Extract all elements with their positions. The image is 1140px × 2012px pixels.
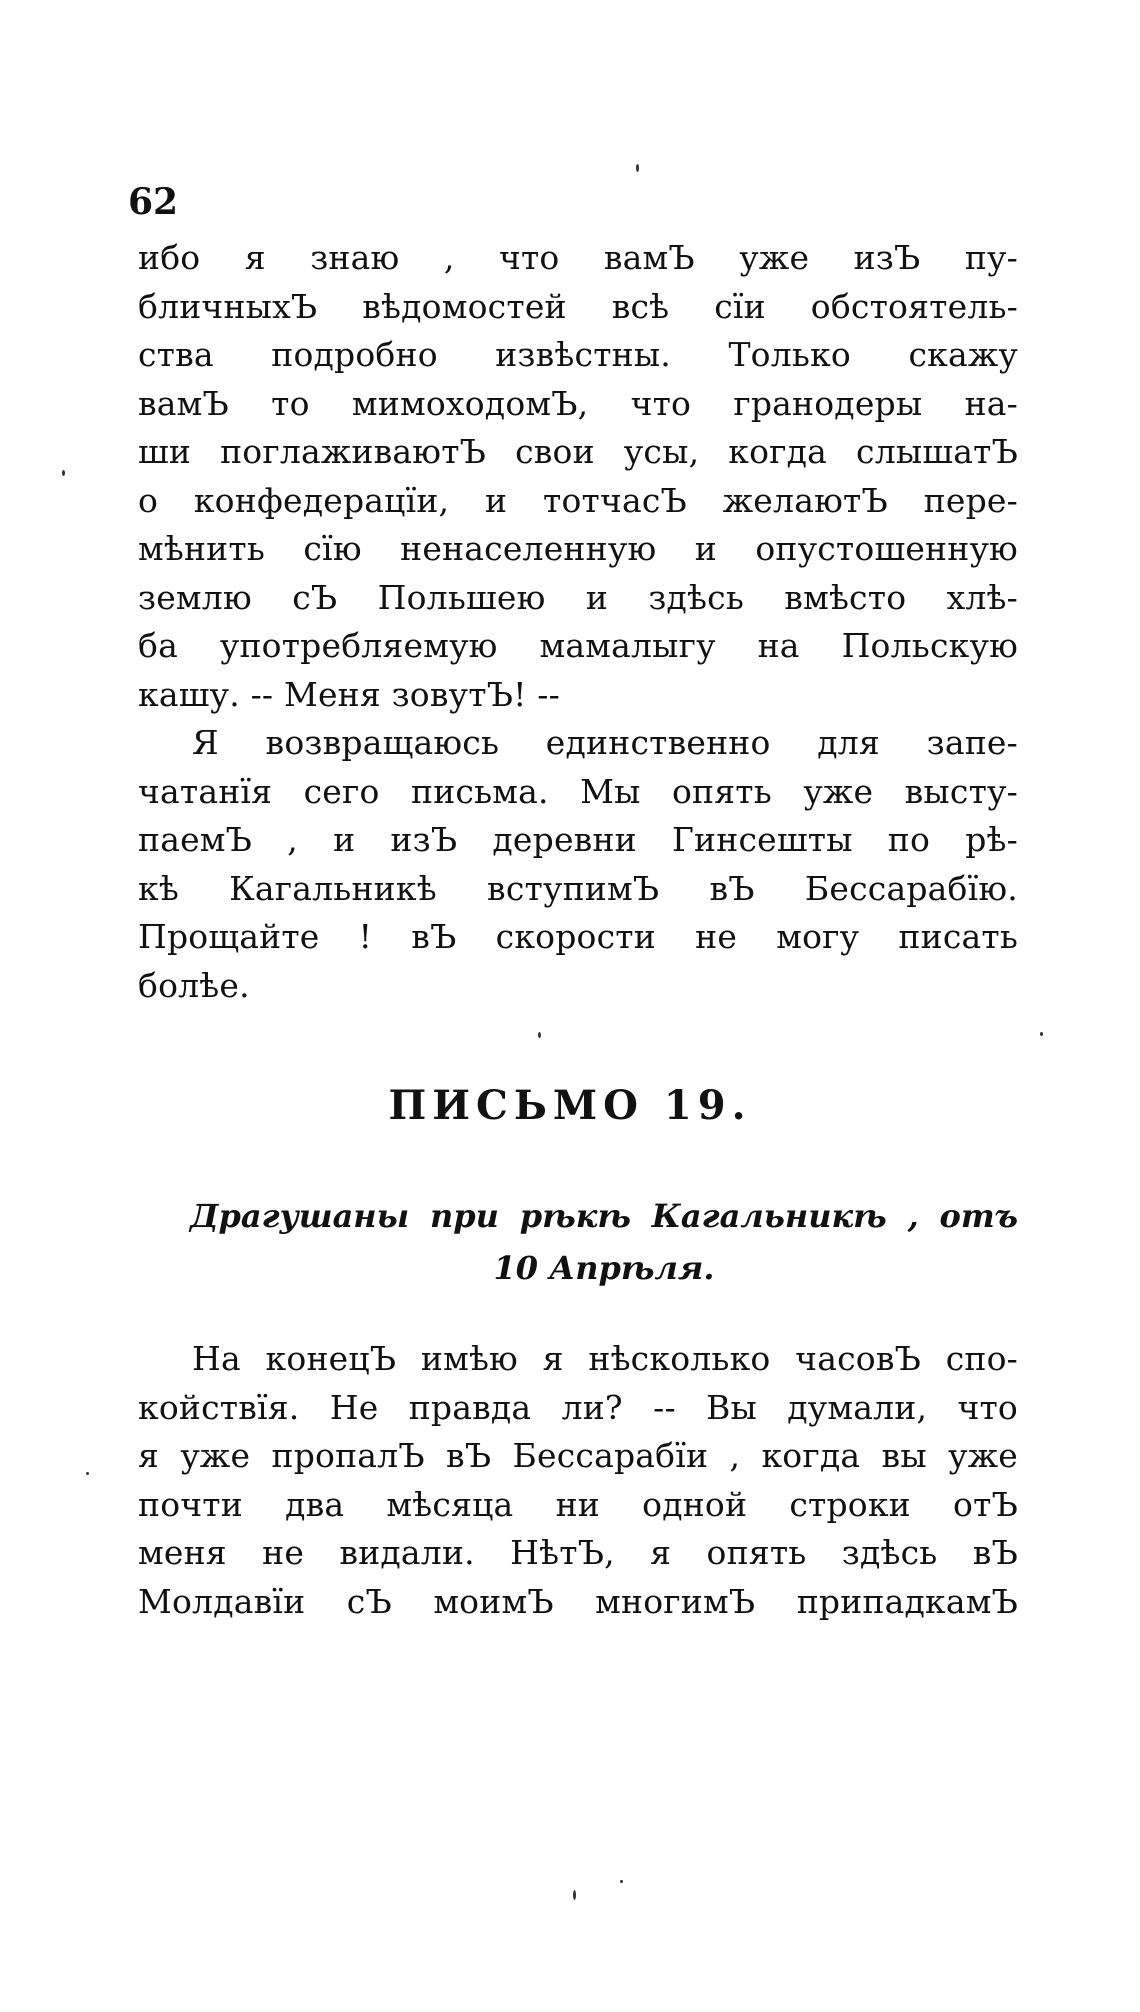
text-line: койствїя. Не правда ли? -- Вы думали, что (138, 1387, 1018, 1427)
text-line: вамЪ то мимоходомЪ, что гранодеры на- (138, 383, 1018, 423)
text-line: ши поглаживаютЪ свои усы, когда слышатЪ (138, 432, 1018, 471)
letter-heading: ПИСЬМО 19. (388, 1082, 752, 1129)
letter-body (138, 1335, 1018, 1626)
text-line: ства подробно извѣстны. Только скажу (138, 335, 1018, 374)
top-paragraph (138, 234, 1018, 719)
text-line: кашу. -- Меня зовутЪ! -- (138, 674, 560, 714)
text-line: ба употребляемую мамалыгу на Польскую (138, 626, 1018, 665)
text-line: паемЪ , и изЪ деревни Гинсешты по рѣ- (138, 820, 1018, 859)
text-line: мѣнить сїю ненаселенную и опустошенную (138, 529, 1018, 568)
text-line: кѣ Кагальникѣ вступимЪ вЪ Бессарабїю. (138, 868, 1018, 908)
text-line: Я возвращаюсь единственно для запе- (192, 723, 1018, 762)
text-line: Прощайте ! вЪ скорости не могу писать (138, 917, 1018, 956)
scan-speck (620, 1880, 623, 1883)
text-line: я уже пропалЪ вЪ Бессарабїи , когда вы уже (138, 1436, 1018, 1475)
text-line: чатанїя сего письма. Мы опять уже высту- (138, 771, 1018, 811)
second-paragraph (138, 719, 1018, 1010)
dateline-line: 10 Апрѣля. (493, 1249, 715, 1287)
text-line: меня не видали. НѣтЪ, я опять здѣсь вЪ (138, 1533, 1018, 1572)
scan-speck (62, 470, 65, 476)
scan-speck (636, 164, 639, 172)
scan-speck (1040, 1032, 1043, 1036)
text-line: Молдавїи сЪ моимЪ многимЪ припадкамЪ (138, 1581, 1018, 1621)
text-line: о конфедерацїи, и тотчасЪ желаютЪ пере- (138, 480, 1018, 520)
text-line: ибо я знаю , что вамЪ уже изЪ пу- (138, 238, 1018, 277)
scan-speck (86, 1472, 89, 1475)
text-line: На конецЪ имѣю я нѣсколько часовЪ спо- (192, 1339, 1018, 1378)
text-line: болѣе. (138, 965, 250, 1005)
letter-dateline (190, 1190, 1018, 1294)
scan-speck (538, 1032, 541, 1038)
text-line: почти два мѣсяца ни одной строки отЪ (138, 1484, 1018, 1524)
text-line: землю сЪ Польшею и здѣсь вмѣсто хлѣ- (138, 577, 1018, 617)
scan-speck (573, 1890, 576, 1900)
text-line: бличныхЪ вѣдомостей всѣ сїи обстоятель- (138, 286, 1018, 326)
dateline-line: Драгушаны при рѣкѣ Кагальникѣ , отъ (190, 1197, 1018, 1235)
page-number: 62 (128, 181, 179, 223)
